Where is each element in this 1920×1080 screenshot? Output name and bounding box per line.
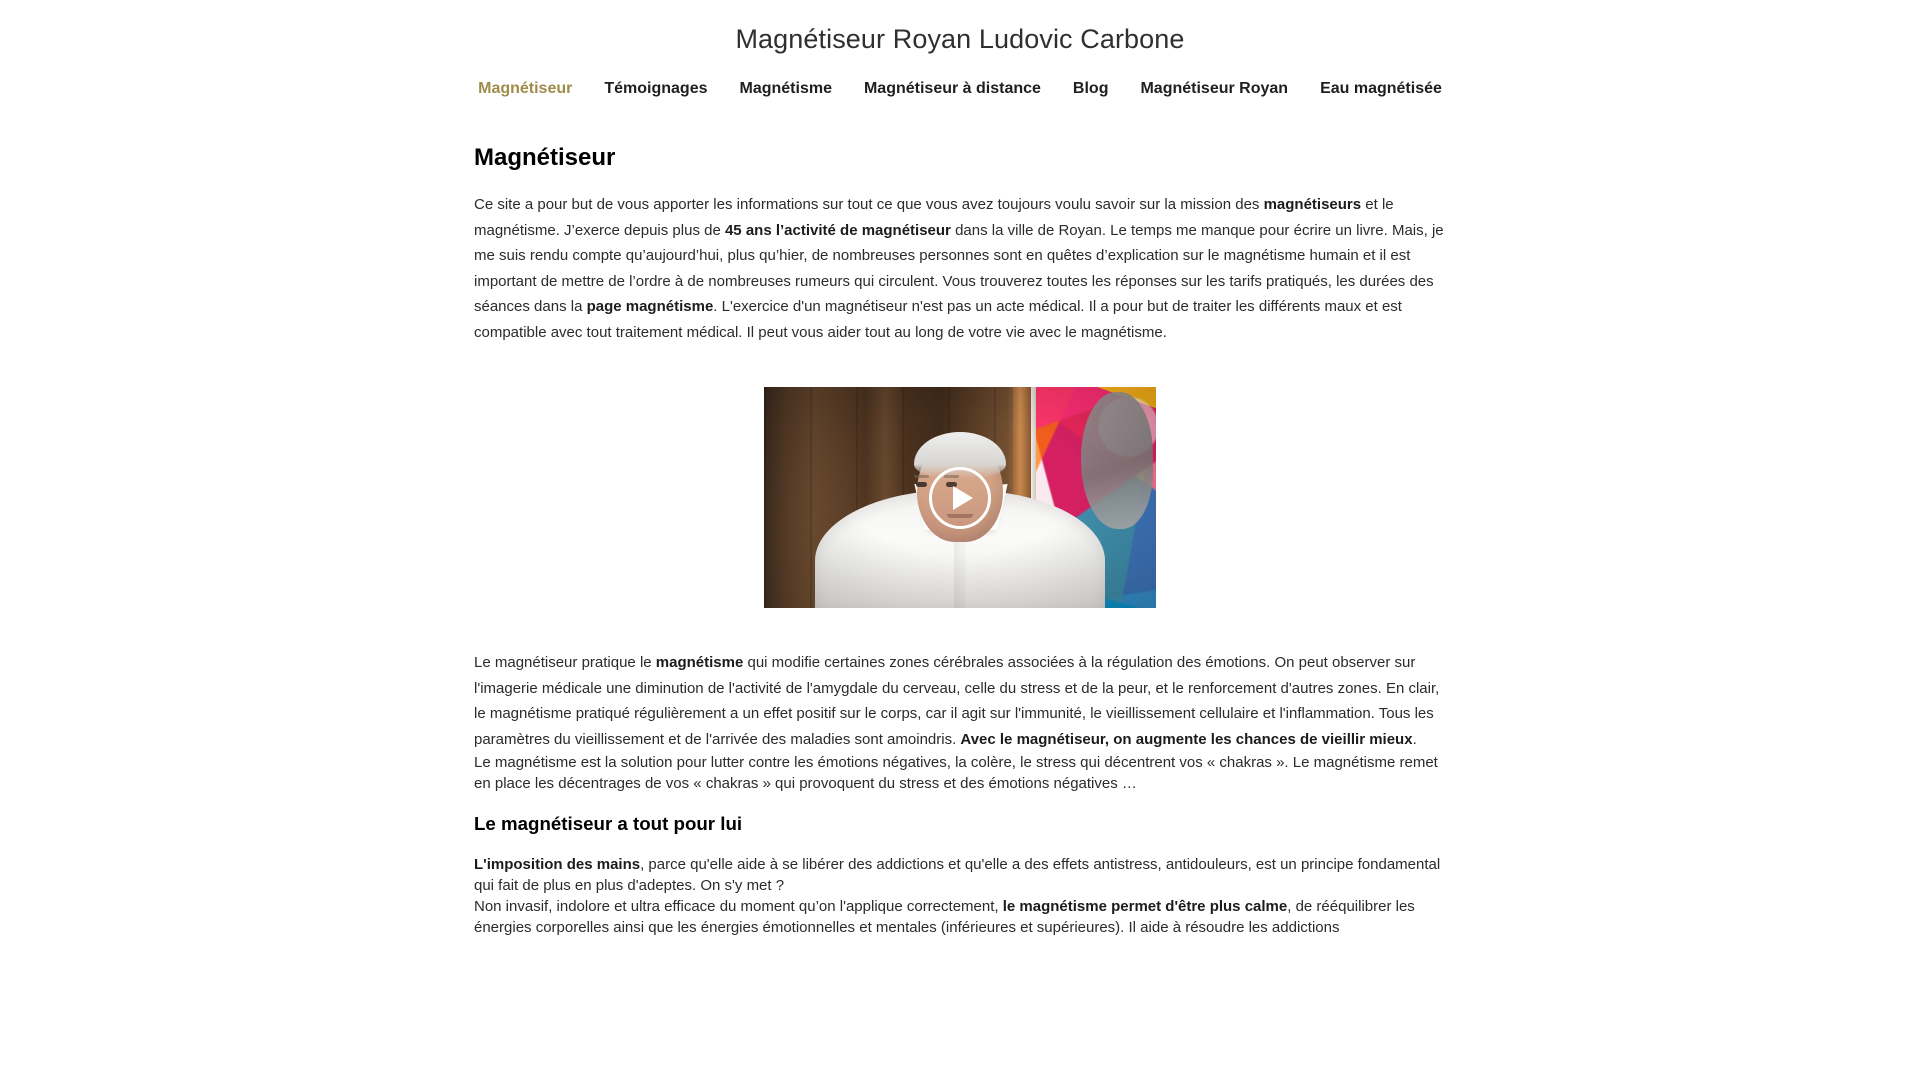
eye-left (916, 482, 927, 487)
intro-bold-45-ans: 45 ans l’activité de magnétiseur (724, 221, 951, 239)
spacer-before-video (474, 345, 1446, 387)
nav-item-magnetiseur-royan[interactable]: Magnétiseur Royan (1140, 80, 1289, 98)
intro-text-3: dans la ville de Royan. Le temps me manque pour écrire un livre. Mais, je me suis rendu compte qu’aujourd’hui, plus qu’hier, de nombreuses personnes sont en quêtes d’explication sur le magnétisme humain et il est important de mettre de l’ordre à de nombreuses rumeurs qui circulent. Vous trouverez toutes les réponses sur les tarifs pratiqués, les durées des séances dans la (474, 221, 1444, 316)
nav-item-blog[interactable]: Blog (1072, 80, 1109, 98)
paragraph-three: Le magnétisme est la solution pour lutter contre les émotions négatives, la colère, le stress qui décentrent vos « chakras ». Le magnétisme remet en place les décentrages de vos « chakras » qui provoquent du stress et des émotions négatives … (474, 754, 1438, 793)
nav-item-magnetiseur[interactable]: Magnétiseur (478, 80, 573, 98)
play-triangle (953, 486, 973, 510)
intro-bold-page-magnetisme: page magnétisme (586, 298, 714, 316)
main-content (474, 98, 1446, 937)
p4-bold-imposition-des-mains: L'imposition des mains (474, 855, 641, 873)
p2-text-3: . (1412, 730, 1417, 748)
main-navigation (0, 79, 1920, 98)
intro-text-2: et le magnétisme. J’exerce depuis plus de (474, 196, 1394, 239)
play-icon[interactable] (929, 467, 991, 529)
page-title: Magnétiseur (474, 144, 616, 172)
intro-bold-magnetiseurs: magnétiseurs (1263, 196, 1362, 214)
p2-bold-vieillir-mieux: Avec le magnétiseur, on augmente les chances de vieillir mieux (960, 730, 1413, 748)
site-title: Magnétiseur Royan Ludovic Carbone (735, 24, 1185, 54)
intro-text-1: Ce site a pour but de vous apporter les informations sur tout ce que vous avez toujours voulu savoir sur la mission des (474, 196, 1264, 214)
spacer-after-video (474, 608, 1446, 650)
paragraph-four (474, 854, 1446, 896)
site-header (0, 0, 1920, 98)
nav-item-magnetisme[interactable]: Magnétisme (739, 80, 832, 98)
video-player[interactable] (764, 387, 1156, 608)
p2-text-2: qui modifie certaines zones cérébrales associées à la régulation des émotions. On peut observer sur l'imagerie médicale une diminution de l'activité de l'amygdale du cerveau, celle du stress et de la peur, et le renforcement d'autres zones. En clair, le magnétisme pratiqué régulièrement a un effet positif sur le corps, car il agit sur l'immunité, le vieillissement cellulaire et l'inflammation. Tous les paramètres du vieillissement et de l'arrivée des maladies sont amoindris. (474, 654, 1440, 748)
p5-bold-plus-calme: le magnétisme permet d'être plus calme (1002, 897, 1288, 915)
section-title: Le magnétiseur a tout pour lui (474, 812, 743, 834)
eyebrow-left (914, 475, 929, 478)
p5-text-2: , de rééquilibrer les énergies corporelles ainsi que les énergies émotionnelles et mentales (inférieures et supérieures). Il aide à résoudre les addictions (474, 897, 1415, 936)
intro-paragraph (474, 192, 1446, 345)
p2-bold-magnetisme: magnétisme (655, 654, 744, 672)
video-section (474, 387, 1446, 608)
intro-text-4: . L'exercice d'un magnétiseur n'est pas un acte médical. Il a pour but de traiter les différents maux et est compatible avec tout traitement médical. Il peut vous aider tout au long de votre vie avec le magnétisme. (474, 298, 1402, 341)
paragraph-two (474, 650, 1446, 752)
p4-text-1: , parce qu'elle aide à se libérer des addictions et qu'elle a des effets antistress, antidouleurs, est un principe fondamental qui fait de plus en plus d'adeptes. On s'y met ? (474, 855, 1441, 894)
nav-item-magnetiseur-a-distance[interactable]: Magnétiseur à distance (863, 80, 1041, 98)
p5-text-1: Non invasif, indolore et ultra efficace du moment qu’on l'applique correctement, (474, 897, 1003, 915)
nav-item-temoignages[interactable]: Témoignages (604, 80, 708, 98)
paragraph-five (474, 896, 1446, 938)
nav-item-eau-magnetisee[interactable]: Eau magnétisée (1320, 80, 1442, 98)
p2-text-1: Le magnétiseur pratique le (474, 654, 656, 672)
